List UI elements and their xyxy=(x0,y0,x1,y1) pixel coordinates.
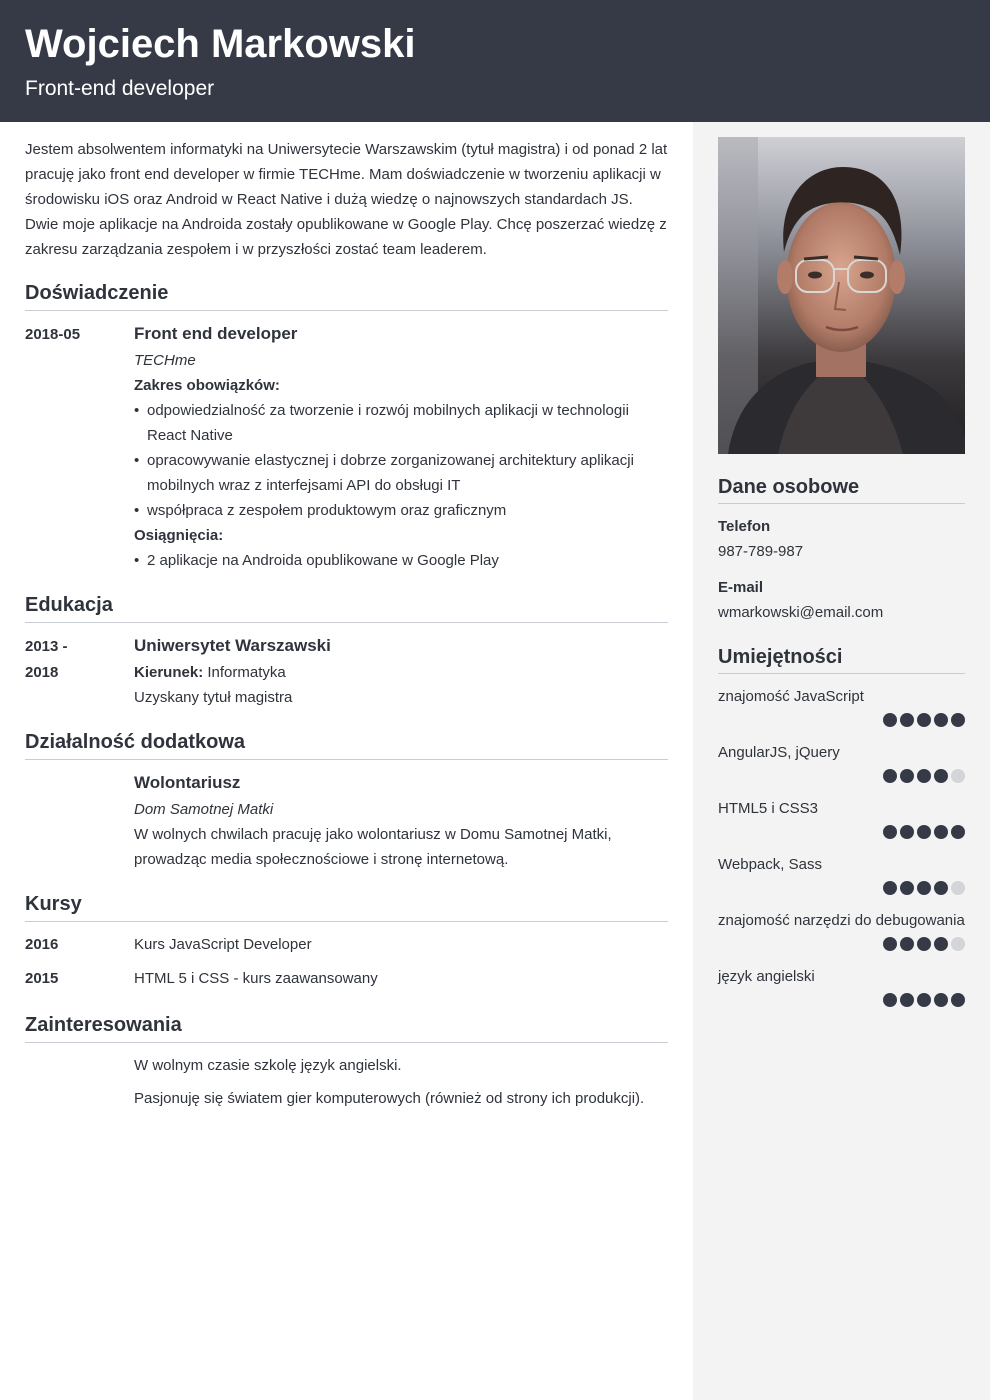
skill-rating xyxy=(718,937,965,951)
rating-dot-filled xyxy=(934,937,948,951)
extra-description: W wolnych chwilach pracuję jako wolontariusz w Domu Samotnej Matki, prowadząc media społecznościowe i stronę internetową. xyxy=(134,826,612,868)
skill-row xyxy=(718,798,965,839)
rating-dot-filled xyxy=(917,993,931,1007)
experience-body xyxy=(134,322,668,573)
experience-date: 2018-05 xyxy=(25,326,81,343)
rating-dot-filled xyxy=(951,825,965,839)
skill-row xyxy=(718,686,965,727)
education-degree: Uzyskany tytuł magistra xyxy=(134,689,293,706)
extra-organization: Dom Samotnej Matki xyxy=(134,801,274,818)
field-value: Informatyka xyxy=(207,664,286,681)
courses-title: Kursy xyxy=(25,891,668,922)
extra-date xyxy=(25,771,134,872)
main-column xyxy=(25,137,668,1111)
list-item: • współpraca z zespołem produktowym oraz graficznym xyxy=(134,498,668,523)
rating-dot-filled xyxy=(917,769,931,783)
skill-name: znajomość JavaScript xyxy=(718,688,864,705)
course-name: HTML 5 i CSS - kurs zaawansowany xyxy=(134,970,378,987)
skill-row xyxy=(718,966,965,1007)
experience-position: Front end developer xyxy=(134,324,298,343)
duties-label: Zakres obowiązków: xyxy=(134,377,280,394)
skill-name: Webpack, Sass xyxy=(718,856,822,873)
skill-name: HTML5 i CSS3 xyxy=(718,800,819,817)
rating-dot-filled xyxy=(934,993,948,1007)
education-body xyxy=(134,634,668,710)
interests-title: Zainteresowania xyxy=(25,1012,668,1043)
skills-title: Umiejętności xyxy=(718,644,965,674)
interests-section xyxy=(25,1012,668,1111)
phone-value: 987-789-987 xyxy=(718,543,804,560)
interest-text: W wolnym czasie szkolę język angielski. xyxy=(134,1057,402,1074)
extra-role: Wolontariusz xyxy=(134,773,241,792)
courses-section xyxy=(25,891,668,992)
rating-dot-filled xyxy=(883,993,897,1007)
course-name: Kurs JavaScript Developer xyxy=(134,936,312,953)
rating-dot-filled xyxy=(917,713,931,727)
list-item: • 2 aplikacje na Androida opublikowane w Google Play xyxy=(134,548,668,573)
list-item: • odpowiedzialność za tworzenie i rozwój mobilnych aplikacji w technologii React Native xyxy=(134,398,668,448)
experience-section xyxy=(25,280,668,573)
rating-dot-filled xyxy=(900,937,914,951)
rating-dot-filled xyxy=(883,713,897,727)
interest-spacer xyxy=(25,1053,134,1078)
email-value: wmarkowski@email.com xyxy=(718,604,884,621)
achievements-label: Osiągnięcia: xyxy=(134,527,224,544)
skills-list xyxy=(718,686,965,1007)
education-title: Edukacja xyxy=(25,592,668,623)
personal-section xyxy=(718,474,965,624)
experience-entry xyxy=(25,322,668,573)
rating-dot-filled xyxy=(917,937,931,951)
rating-dot-filled xyxy=(951,993,965,1007)
skill-name: AngularJS, jQuery xyxy=(718,744,840,761)
field-label: Kierunek: xyxy=(134,664,204,681)
rating-dot-filled xyxy=(934,881,948,895)
interest-spacer xyxy=(25,1086,134,1111)
rating-dot-empty xyxy=(951,769,965,783)
phone-label: Telefon xyxy=(718,518,771,535)
education-dates xyxy=(25,634,134,710)
extra-section xyxy=(25,729,668,872)
duties-list xyxy=(134,398,668,523)
rating-dot-filled xyxy=(934,769,948,783)
education-field xyxy=(134,660,668,685)
summary-text: Jestem absolwentem informatyki na Uniwersytecie Warszawskim (tytuł magistra) i od ponad 2 lat pracuję jako front end developer w firmie TECHme. Mam doświadczenie w tworzeniu aplikacji w środowisku iOS oraz Android w React Native i dużą wiedzę o najnowszych standardach JS. Dwie moje aplikacje na Androida zostały opublikowane w Google Play. Chcę poszerzać wiedzę z zakresu zarządzania zespołem i w przyszłości zostać team leaderem. xyxy=(25,141,668,258)
interest-row xyxy=(25,1053,668,1078)
rating-dot-filled xyxy=(900,769,914,783)
rating-dot-filled xyxy=(900,713,914,727)
header-banner xyxy=(0,0,990,122)
skill-rating xyxy=(718,825,965,839)
candidate-role: Front-end developer xyxy=(25,77,215,100)
personal-title: Dane osobowe xyxy=(718,474,965,504)
extra-title: Działalność dodatkowa xyxy=(25,729,668,760)
rating-dot-filled xyxy=(917,881,931,895)
course-year: 2015 xyxy=(25,970,59,987)
skill-name: język angielski xyxy=(718,968,815,985)
rating-dot-filled xyxy=(883,769,897,783)
course-row xyxy=(25,966,668,992)
rating-dot-filled xyxy=(883,825,897,839)
skill-rating xyxy=(718,881,965,895)
email-label: E-mail xyxy=(718,579,764,596)
education-school: Uniwersytet Warszawski xyxy=(134,636,331,655)
extra-entry xyxy=(25,771,668,872)
rating-dot-empty xyxy=(951,881,965,895)
skill-row xyxy=(718,854,965,895)
education-date-end: 2018 xyxy=(25,664,59,681)
rating-dot-filled xyxy=(883,881,897,895)
candidate-name: Wojciech Markowski xyxy=(25,22,416,66)
rating-dot-filled xyxy=(934,825,948,839)
experience-company: TECHme xyxy=(134,352,196,369)
course-year: 2016 xyxy=(25,936,59,953)
rating-dot-filled xyxy=(900,881,914,895)
rating-dot-empty xyxy=(951,937,965,951)
extra-body xyxy=(134,771,668,872)
interest-row xyxy=(25,1086,668,1111)
skills-section xyxy=(718,644,965,1007)
side-column xyxy=(718,137,965,1007)
rating-dot-filled xyxy=(900,825,914,839)
interest-text: Pasjonuję się światem gier komputerowych (również od strony ich produkcji). xyxy=(134,1090,645,1107)
skill-rating xyxy=(718,993,965,1007)
rating-dot-filled xyxy=(883,937,897,951)
education-date-start: 2013 - xyxy=(25,638,68,655)
rating-dot-filled xyxy=(951,713,965,727)
skill-row xyxy=(718,742,965,783)
skill-row xyxy=(718,910,965,951)
rating-dot-filled xyxy=(934,713,948,727)
skill-rating xyxy=(718,713,965,727)
achievements-list xyxy=(134,548,668,573)
education-entry xyxy=(25,634,668,710)
list-item: • opracowywanie elastycznej i dobrze zorganizowanej architektury aplikacji mobilnych wraz z interfejsami API do obsługi IT xyxy=(134,448,668,498)
skill-rating xyxy=(718,769,965,783)
education-section xyxy=(25,592,668,710)
skill-name: znajomość narzędzi do debugowania xyxy=(718,912,965,929)
course-row xyxy=(25,932,668,958)
rating-dot-filled xyxy=(900,993,914,1007)
profile-photo xyxy=(718,137,965,454)
experience-title: Doświadczenie xyxy=(25,280,668,311)
rating-dot-filled xyxy=(917,825,931,839)
